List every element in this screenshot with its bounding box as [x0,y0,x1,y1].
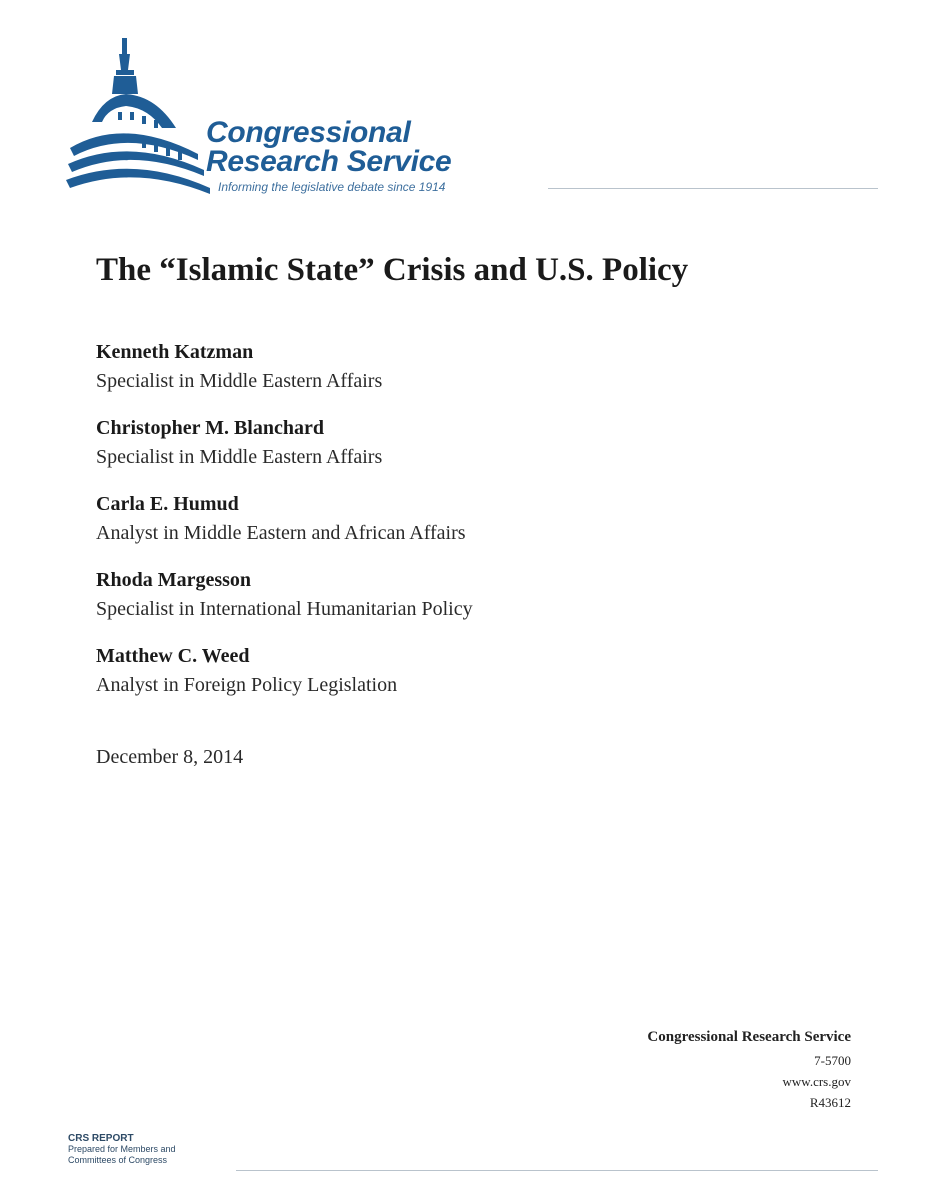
organization-name-line1: Congressional [206,116,411,149]
info-code: 7-5700 [814,1053,851,1068]
author-role: Specialist in International Humanitarian Policy [96,598,473,620]
author-entry [96,566,473,624]
author-list [96,338,473,718]
report-date: December 8, 2014 [96,746,244,768]
info-website: www.crs.gov [782,1074,851,1089]
crs-report-line2: Committees of Congress [68,1155,168,1165]
author-name: Kenneth Katzman [96,341,254,363]
author-name: Christopher M. Blanchard [96,417,324,439]
author-entry [96,490,473,548]
author-role: Specialist in Middle Eastern Affairs [96,370,383,392]
crs-report-label: CRS REPORT [68,1133,134,1144]
crs-report-line1: Prepared for Members and [68,1144,176,1154]
author-role: Specialist in Middle Eastern Affairs [96,446,383,468]
report-title: The “Islamic State” Crisis and U.S. Policy [96,252,689,288]
author-name: Rhoda Margesson [96,569,252,591]
header-divider [548,188,878,189]
author-role: Analyst in Middle Eastern and African Affairs [96,522,466,544]
info-organization: Congressional Research Service [647,1029,851,1045]
crs-report-footer [68,1133,176,1166]
author-entry [96,642,473,700]
author-entry [96,414,473,472]
report-info-block [647,1024,851,1113]
info-report-number: R43612 [809,1095,851,1110]
organization-tagline: Informing the legislative debate since 1914 [218,180,446,194]
author-name: Carla E. Humud [96,493,239,515]
organization-name [206,118,451,176]
organization-name-line2: Research Service [206,145,452,178]
footer-divider [236,1170,878,1171]
capitol-dome-logo-icon [64,36,214,196]
author-name: Matthew C. Weed [96,645,250,667]
author-entry [96,338,473,396]
author-role: Analyst in Foreign Policy Legislation [96,674,398,696]
